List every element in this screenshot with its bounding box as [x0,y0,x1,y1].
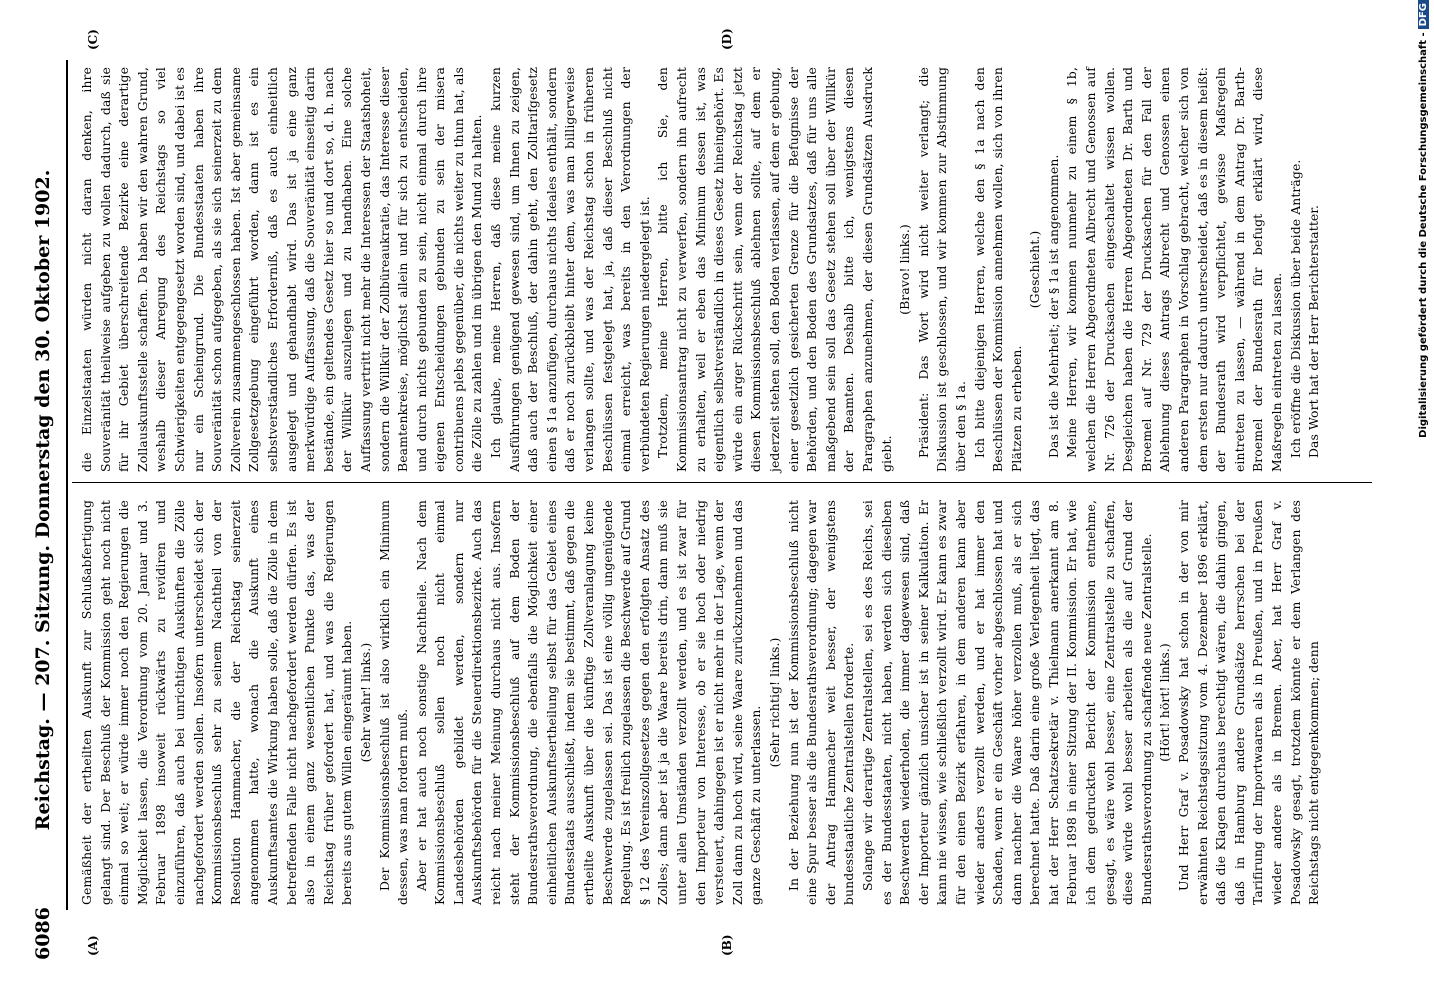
paragraph: Und Herr Graf v. Posadowsky hat schon in der von mir erwähnten Reichstagssitzung vom 4. Dezember 1896 erklärt, daß die Klagen durchaus berechtigt wären, die dahin gingen, daß in Hamburg andere Grundsätze herrschen bei der Tarifirung der Importwaaren als in Preußen, und in Preußen wieder andere als in Bremen. Aber, hat Herr Graf v. Posadowsky gesagt, trotzdem könnte er dem Verlangen des Reichstags nicht entgegenkommen; denn [1176,500,1322,905]
paragraph: Ich glaube, meine Herren, daß diese meine kurzen Ausführungen genügend gewesen sind, um Ihnen zu zeigen, daß auch der Beschluß, der dahin geht, den Zolltarifgesetz einen § 1a anzufügen, durchaus nichts Ideales enthält, sondern daß er noch zurückbleibt hinter dem, was man billigerweise verlangen sollte, und was der Reichstag schon in früheren Beschlüssen festgelegt hat, ja, daß dieser Beschluß nicht einmal erreicht, was bereits in den Verordnungen der verbündeten Regierungen niedergelegt ist. [488,67,652,472]
paragraph: Ich eröffne die Diskussion über beide Anträge. [1287,159,1303,458]
paragraph: Meine Herren, wir kommen nunmehr zu einem § 1b, welchen die Herren Abgeordneten Albrecht und Genossen auf Nr. 726 der Drucksachen eingeschaltet wissen wollen. Desgleichen haben die Herren Abgeordneten Dr. Barth und Broemel auf Nr. 729 der Drucksachen für den Fall der Ablehnung dieses Antrags Albrecht und Genossen einen anderen Paragraphen in Vorschlag gebracht, welcher sich von dem ersten nur dadurch unterscheidet, daß es in diesem heißt: der Bundesrath wird verpflichtet, gewisse Maßregeln eintreten zu lassen, — während in dem Antrag Dr. Barth-Broemel der Bundesrath für befugt erklärt wird, diese Maßregeln eintreten zu lassen. [1064,67,1284,472]
paragraph: Aber er hat auch noch sonstige Nachtheile. Nach dem Kommissionsbeschluß sollen noch nicht einmal Landesbehörden gebildet werden, sondern nur Auskunftsbehörden für die Steuerdirektionsbezirke. Auch das reicht nach meiner Meinung durchaus nicht aus. Insofern steht der Kommissionsbeschluß auf dem Boden der Bundesrathsverordnung, die ebenfalls die Möglichkeit einer einheitlichen Auskunftsertheilung selbst für das Gebiet eines Bundesstaats ausschließt, indem sie bestimmt, daß gegen die ertheilte Auskunft über die künftige Zollveranlagung keine Beschwerde zugelassen sei. Das ist eine völlig ungenügende Regelung. Es ist freilich zugelassen die Beschwerde auf Grund § 12 des Vereinszollgesetzes gegen den erfolgten Ansatz des Zolles; dann aber ist ja die Waare bereits drin, dann muß sie unter allen Umständen verzollt werden, und es ist zwar für den Importeur von Interesse, ob er sie hoch oder niedrig versteuert, dahingegen ist er nicht mehr in der Lage, wenn der Zoll dann zu hoch wird, seine Waare zurückzunehmen und das ganze Geschäft zu unterlassen. [413,500,764,905]
paragraph: die Einzelstaaten würden nicht daran denken, ihre Souveränität theilweise aufgeben zu wollen dadurch, daß sie für ihr Gebiet überschreitende Bezirke eine derartige Zollauskunftsstelle schaffen. Da haben wir den wahren Grund, weshalb dieser Anregung des Reichstags so viel Schwierigkeiten entgegengesetzt worden sind, und dabei ist es nur ein Scheingrund. Die Bundesstaaten haben ihre Souveränität schon aufgegeben, als sie sich seinerzeit zu dem Zollverein zusammengeschlossen haben. Ist aber gemeinsame Zollgesetzgebung eingeführt worden, dann ist es ein selbstverständliches Erforderniß, daß es auch einheitlich ausgelegt und gehandhabt wird. Das ist ja eine ganz merkwürdige Auffassung, daß die Souveränität einseitig darin bestände, ein geltendes Gesetz hier so und dort so, d. h. nach der Willkür auszulegen und zu handhaben. Eine solche Auffassung vertritt nicht mehr die Interessen der Staatshoheit, sondern die Willkür der Zollbüreaukratie, das Interesse dieser Beamtenkreise, möglichst allein und für sich zu entscheiden, und durch nichts gebunden zu sein, nicht einmal durch ihre eigenen Entscheidungen gebunden zu sein der misera contribuens plebs gegenüber, die nichts weiter zu thun hat, als die Zölle zu zahlen und im übrigen den Mund zu halten. [79,67,485,472]
paragraph: Das ist die Mehrheit; der § 1a ist angenommen. [1045,154,1061,458]
page-number: 6086 [32,907,54,960]
interjection: (Geschieht.) [1027,230,1043,309]
paragraph: Trotzdem, meine Herren, bitte ich Sie, den Kommissionsantrag nicht zu verwerfen, sondern ihn aufrecht zu erhalten, weil er eben das Minimum dessen ist, was eigentlich selbstverständlich in dieses Gesetz hineingehört. Es würde ein arger Rückschritt sein, wenn der Reichstag jetzt diesen Kommissionsbeschluß ablehnen sollte, auf dem er jederzeit stehen soll, den Boden verlassen, auf dem er gebung, einer gesetzlich gesicherten Grenze für die Befugnisse der Behörden, und den Boden des Grundsatzes, daß für uns alle maßgebend sein soll das Gesetz stehen soll über der Willkür der Beamten. Deshalb bitte ich, wenigstens diesen Paragraphen anzunehmen, der diesen Grundsätzen Ausdruck giebt. [655,67,894,472]
left-text-column [78,500,1324,905]
margin-mark-a: (A) [86,935,100,956]
right-text-column [78,67,1324,472]
interjection: (Hört! hört! links.) [1157,643,1173,762]
credit-text: Digitalisierung gefördert durch die Deutsche Forschungsgemeinschaft - [1418,32,1429,438]
paragraph: Gemäßheit der ertheilten Auskunft zur Schlußabfertigung gelangt sind. Der Beschluß der Kommission geht noch nicht einmal so weit; er würde immer noch den Regierungen die Möglichkeit lassen, die Verordnung vom 20. Januar und 3. Februar 1898 insoweit rückwärts zu revidiren und einzuführen, daß auch bei unrichtigen Auskünften die Zölle nachgefordert werden sollen. Insofern unterscheidet sich der Kommissionsbeschluß sehr zu seinem Nachtheil von der Resolution Hammacher, die der Reichstag seinerzeit angenommen hatte, wonach die Auskunft eines Auskunftsamtes die Wirkung haben solle, daß die Zölle in dem betreffenden Falle nicht nachgefordert werden dürfen. Es ist also in einem ganz wesentlichen Punkte das, was der Reichstag früher gefordert hat, und was die Regierungen bereits aus gutem Willen eingeräumt haben. [79,500,355,905]
digitization-credit [1418,0,1429,1000]
dfg-logo: DFG [1418,0,1429,29]
paragraph: In der Beziehung nun ist der Kommissionsbeschluß nicht eine Spur besser als die Bundesrathsverordnung; dagegen war der Antrag Hammacher weit besser, der wenigstens bundesstaatliche Zentralstellen forderte. [785,500,857,905]
paragraph: Präsident: Das Wort wird nicht weiter verlangt; die Diskussion ist geschlossen, und wir kommen zur Abstimmung über den § 1a. [915,67,968,472]
margin-mark-d: (D) [720,28,734,50]
column-divider [72,482,1372,483]
margin-mark-c: (C) [86,29,100,50]
paragraph: Das Wort hat der Herr Berichterstatter. [1306,204,1322,458]
paragraph: Ich bitte diejenigen Herren, welche den § 1a nach den Beschlüssen der Kommission annehmen wollen, sich von ihren Plätzen zu erheben. [971,67,1024,472]
margin-mark-b: (B) [720,934,734,956]
page-title: Reichstag. — 207. Sitzung. Donnerstag den 30. Oktober 1902. [32,169,54,831]
paragraph: Solange wir derartige Zentralstellen, sei es des Reichs, sei es der Bundesstaaten, nicht haben, werden sich dieselben Beschwerden wiederholen, die immer dagewesen sind, daß der Importeur gänzlich unsicher ist in seiner Kalkulation. Er kann nie wissen, wie schließlich verzollt wird. Er kann es zwar für den einen Bezirk erfahren, in dem anderen kann aber wieder anders verzollt werden, und er hat immer den Schaden, wenn er ein Geschäft vorher abgeschlossen hat und dann nachher die Waare höher verzollen muß, als er sich berechnet hatte. Daß darin eine große Verlegenheit liegt, das hat der Herr Schatzsekretär v. Thielmann anerkannt am 8. Februar 1898 in einer Sitzung der II. Kommission. Er hat, wie ich dem gedruckten Bericht der Kommission entnehme, gesagt, es wäre wohl besser, eine Zentralstelle zu schaffen, diese würde wohl besser arbeiten als die auf Grund der Bundesrathsverordnung zu schaffende neue Zentralstelle. [859,500,1154,905]
header-rule [66,60,68,910]
interjection: (Bravo! links.) [897,224,913,315]
paragraph: Der Kommissionsbeschluß ist also wirklich ein Minimum dessen, was man fordern muß. [376,500,411,905]
interjection: (Sehr wahr! links.) [357,642,373,763]
interjection: (Sehr richtig! links.) [766,637,782,768]
page-header [32,40,62,960]
